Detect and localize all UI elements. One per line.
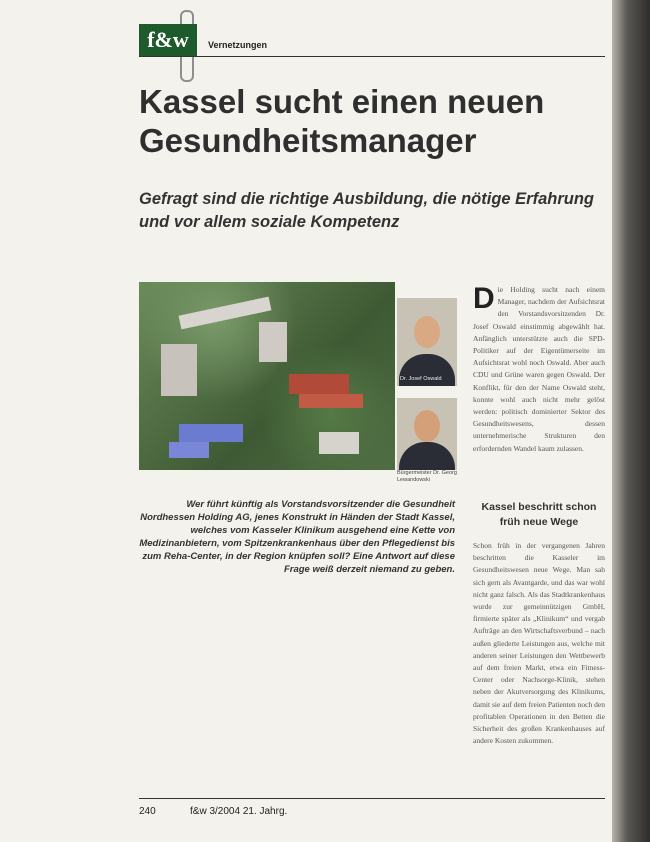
portrait-oswald <box>397 298 457 386</box>
book-spine-shadow <box>612 0 650 842</box>
subsection-heading: Kassel beschritt schon früh neue Wege <box>481 501 597 528</box>
aerial-photo <box>139 282 395 470</box>
building <box>299 394 363 408</box>
drop-cap: D <box>473 284 495 315</box>
body-column-intro <box>473 284 605 486</box>
journal-logo: f&w <box>139 24 197 56</box>
article-subhead: Gefragt sind die richtige Ausbildung, die nötige Erfahrung und vor allem soziale Kompetenz <box>139 190 594 231</box>
building <box>319 432 359 454</box>
building <box>259 322 287 362</box>
building <box>179 297 272 330</box>
portrait-caption-2: Bürgermeister Dr. Georg Lewandowski <box>397 470 457 483</box>
portrait-caption-1: Dr. Josef Oswald <box>400 376 442 382</box>
footer-rule <box>139 798 605 799</box>
portrait-mayor <box>397 398 457 470</box>
building <box>179 424 243 442</box>
journal-issue: f&w 3/2004 21. Jahrg. <box>190 806 288 817</box>
header-rule <box>139 56 605 57</box>
building <box>289 374 349 394</box>
section-label: Vernetzungen <box>208 40 268 50</box>
body-text-intro: ie Holding sucht nach einem Manager, nachdem der Aufsichtsrat den Vorstandsvorsitzenden Dr. Josef Oswald einstimmig abgewählt hat. Anfänglich unterstützte auch die SPD-Politiker auf der Eigentümerseite im Aufsichtsrat wohl noch Oswald. Aber auch CDU und Grüne waren gegen Oswald. Der Konflikt, für den der Name Oswald steht, konnte wohl auch nicht mehr gelöst werden: politisch dominierter Sektor des Gesundheitswesens, dessen unternehmerische Strukturen den erfordernden Wandel kaum zulassen. <box>473 285 605 453</box>
building <box>169 442 209 458</box>
pull-quote: Wer führt künftig als Vorstandsvorsitzender die Gesundheit Nordhessen Holding AG, jenes Konstrukt in Händen der Stadt Kassel, welches vom Kasseler Klinikum ausgehend eine Kette von Medizinanbietern, vom Spitzenkrankenhaus über den Pflegedienst bis zum Reha-Center, in der Region knüpfen soll? Eine Antwort auf diese Frage weiß derzeit niemand zu geben. <box>139 499 455 575</box>
building <box>161 344 197 396</box>
page-number: 240 <box>139 806 156 817</box>
body-text-section2: Schon früh in der vergangenen Jahren beschritten die Kasseler im Gesundheitswesen neue Wege. Man sah sich gern als Avantgarde, und das war wohl nicht ganz falsch. Als das Stadtkrankenhaus wurde zur gemeinnützigen GmbH, firmierte später als „Klinikum“ und vergab Aufträge an den Wirtschaftsverbund – nach außen gliederte Leistungen aus, welche mit anderen seiner Leistungen den Wettbewerb auf dem freien Markt, etwa ein Fitness-Center oder Nachsorge-Klinik, stehen neben der Akutversorgung des Klinikums, damit sie auf dem freien Patienten noch den profitablen Operationen in den Betten die Sicherheit des großen Krankenhauses auf andere Kosten zukommen. <box>473 541 605 746</box>
article-headline: Kassel sucht einen neuen Gesundheitsmanager <box>139 83 545 159</box>
